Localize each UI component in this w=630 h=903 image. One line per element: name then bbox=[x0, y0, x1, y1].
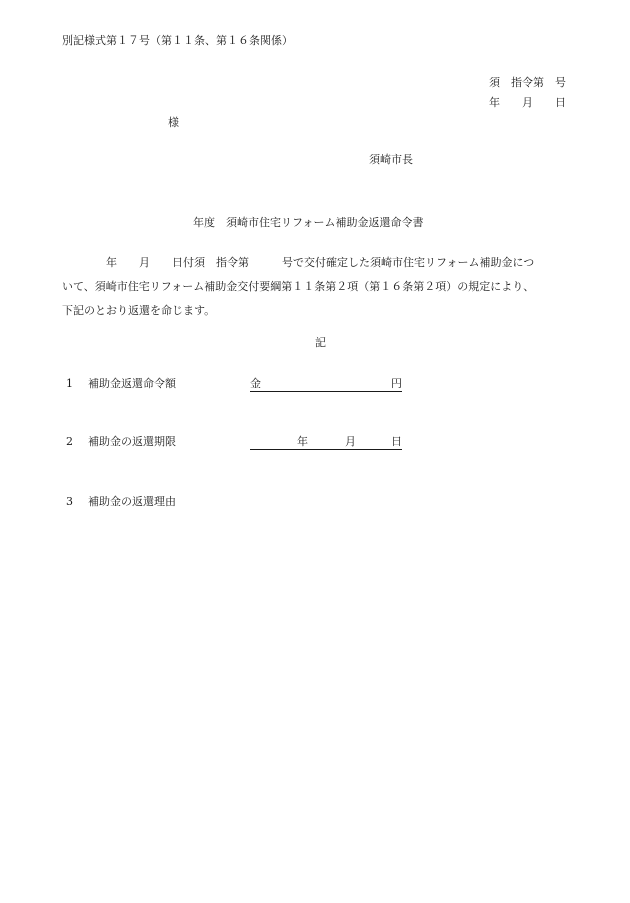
deadline-month: 月 bbox=[345, 435, 356, 448]
body-line-3: 下記のとおり返還を命じます。 bbox=[62, 304, 216, 317]
issuer-name: 須崎市長 bbox=[369, 153, 413, 166]
item-2-number: 2 bbox=[66, 435, 73, 448]
document-title: 年度 須崎市住宅リフォーム補助金返還命令書 bbox=[193, 216, 424, 229]
body-line-1: 年 月 日付須 指令第 号で交付確定した須崎市住宅リフォーム補助金につ bbox=[62, 256, 535, 269]
deadline-day: 日 bbox=[391, 435, 402, 448]
reference-number: 須 指令第 号 bbox=[489, 76, 566, 89]
body-line-2: いて、須崎市住宅リフォーム補助金交付要綱第１１条第２項（第１６条第２項）の規定により、 bbox=[62, 280, 535, 293]
refund-deadline-field[interactable] bbox=[250, 435, 402, 450]
item-3-label: 補助金の返還理由 bbox=[88, 495, 176, 508]
body-paragraph bbox=[62, 251, 572, 323]
addressee-honorific: 様 bbox=[168, 116, 179, 129]
item-1-number: 1 bbox=[66, 377, 73, 390]
issue-date: 年 月 日 bbox=[489, 96, 566, 109]
refund-amount-field[interactable] bbox=[250, 377, 402, 392]
item-1-label: 補助金返還命令額 bbox=[88, 377, 176, 390]
amount-prefix: 金 bbox=[250, 377, 261, 390]
amount-unit: 円 bbox=[391, 377, 402, 390]
item-2-label: 補助金の返還期限 bbox=[88, 435, 176, 448]
deadline-year: 年 bbox=[297, 435, 308, 448]
ki-heading: 記 bbox=[315, 336, 326, 349]
form-number: 別記様式第１７号（第１１条、第１６条関係） bbox=[62, 34, 293, 47]
item-3-number: 3 bbox=[66, 495, 73, 508]
